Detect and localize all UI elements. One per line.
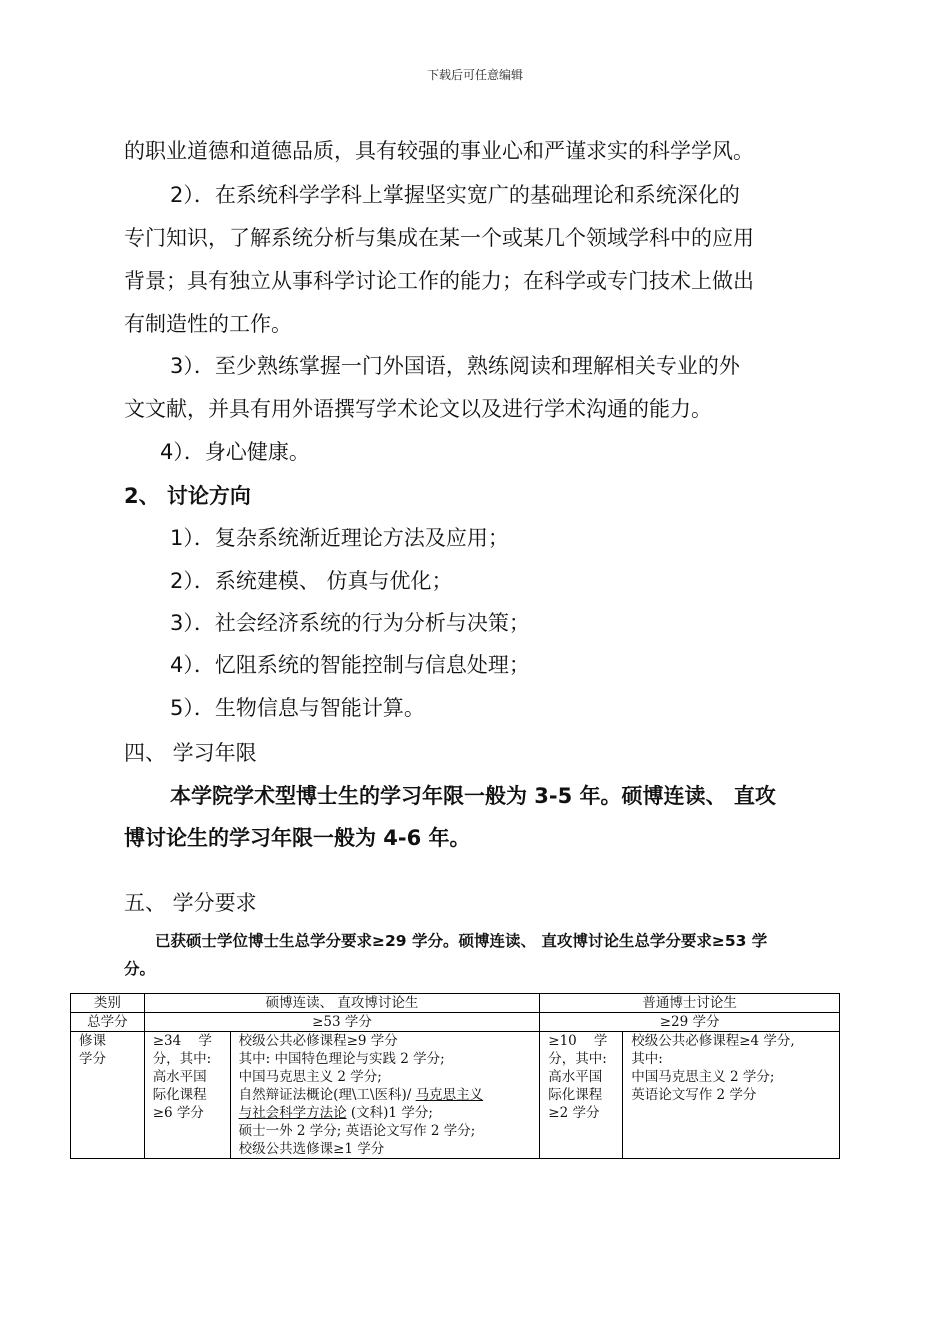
cell-text: ≥34 学 <box>152 1033 212 1049</box>
body-line: 有制造性的工作。 <box>124 312 292 336</box>
table-cell: 类别 <box>71 994 145 1013</box>
cell-text: ≥2 学分 <box>548 1105 600 1121</box>
section-heading: 四、 学习年限 <box>124 741 257 765</box>
body-line: 背景；具有独立从事科学讨论工作的能力；在科学或专门技术上做出 <box>124 269 754 293</box>
table-row <box>71 994 840 1013</box>
study-years-paragraph: 本学院学术型博士生的学习年限一般为 3-5 年。硕博连读、 直攻 <box>170 784 776 808</box>
credit-table <box>70 993 840 1159</box>
cell-text: 学分 <box>79 1051 106 1067</box>
cell-text: ≥10 学 <box>548 1033 608 1049</box>
cell-text: 修课 <box>79 1033 106 1049</box>
credit-note: 已获硕士学位博士生总学分要求≥29 学分。硕博连读、 直攻博讨论生总学分要求≥53 学 <box>155 932 768 950</box>
cell-text: 其中: <box>631 1051 663 1067</box>
cell-text <box>239 1104 532 1122</box>
table-row <box>71 1013 840 1032</box>
table-cell: 普通博士讨论生 <box>540 994 840 1013</box>
study-years-paragraph: 博讨论生的学习年限一般为 4-6 年。 <box>124 826 471 850</box>
cell-text: 中国马克思主义 2 学分; <box>631 1069 775 1085</box>
body-line: 的职业道德和道德品质，具有较强的事业心和严谨求实的科学学风。 <box>124 139 754 163</box>
table-cell <box>71 1032 145 1159</box>
cell-text: 其中: 中国特色理论与实践 2 学分; <box>238 1051 445 1067</box>
table-cell: 总学分 <box>71 1013 145 1032</box>
cell-text: ≥6 学分 <box>152 1105 204 1121</box>
table-cell <box>230 1032 540 1159</box>
cell-text: 分，其中: <box>152 1051 212 1067</box>
cell-text-part: 自然辩证法概论(理\工\医科)/ <box>238 1087 416 1103</box>
body-line: 4）．身心健康。 <box>160 440 310 464</box>
list-item: 5）．生物信息与智能计算。 <box>170 696 425 720</box>
table-cell: ≥29 学分 <box>540 1013 840 1032</box>
table-cell <box>623 1032 840 1159</box>
table-cell <box>540 1032 623 1159</box>
body-line: 3）．至少熟练掌握一门外国语，熟练阅读和理解相关专业的外 <box>170 354 740 378</box>
table-cell <box>144 1032 230 1159</box>
list-item: 4）．忆阻系统的智能控制与信息处理； <box>170 653 530 677</box>
cell-text: 中国马克思主义 2 学分; <box>238 1069 382 1085</box>
cell-text: 校级公共必修课程≥9 学分 <box>238 1033 398 1049</box>
page-header: 下载后可任意编辑 <box>426 68 523 82</box>
credit-note: 分。 <box>124 960 156 978</box>
cell-text-part: (文科)1 学分; <box>346 1105 433 1121</box>
cell-text: 际化课程 <box>548 1087 603 1103</box>
cell-text: 校级公共必修课程≥4 学分, <box>631 1033 795 1049</box>
underlined-text: 马克思主义 <box>415 1087 484 1103</box>
body-line: 文文献，并具有用外语撰写学术论文以及进行学术沟通的能力。 <box>124 397 712 421</box>
list-item: 2）．系统建模、 仿真与优化； <box>170 569 453 593</box>
table-cell: 硕博连读、 直攻博讨论生 <box>144 994 540 1013</box>
cell-text: 校级公共选修课≥1 学分 <box>238 1141 385 1157</box>
cell-text: 硕士一外 2 学分; 英语论文写作 2 学分; <box>238 1123 476 1139</box>
cell-text: 高水平国 <box>152 1069 207 1085</box>
list-item: 1）．复杂系统渐近理论方法及应用； <box>170 526 509 550</box>
cell-text: 英语论文写作 2 学分 <box>631 1087 757 1103</box>
cell-text: 分，其中: <box>548 1051 607 1067</box>
section-heading: 五、 学分要求 <box>124 891 257 915</box>
section-heading: 2、 讨论方向 <box>124 484 251 508</box>
body-line: 2）．在系统科学学科上掌握坚实宽广的基础理论和系统深化的 <box>170 183 740 207</box>
underlined-text: 与社会科学方法论 <box>238 1105 347 1121</box>
cell-text <box>239 1086 532 1104</box>
cell-text: 际化课程 <box>152 1087 207 1103</box>
table-cell: ≥53 学分 <box>144 1013 540 1032</box>
cell-text: 高水平国 <box>548 1069 603 1085</box>
list-item: 3）．社会经济系统的行为分析与决策； <box>170 611 530 635</box>
table-row <box>71 1032 840 1159</box>
body-line: 专门知识，了解系统分析与集成在某一个或某几个领域学科中的应用 <box>124 226 754 250</box>
